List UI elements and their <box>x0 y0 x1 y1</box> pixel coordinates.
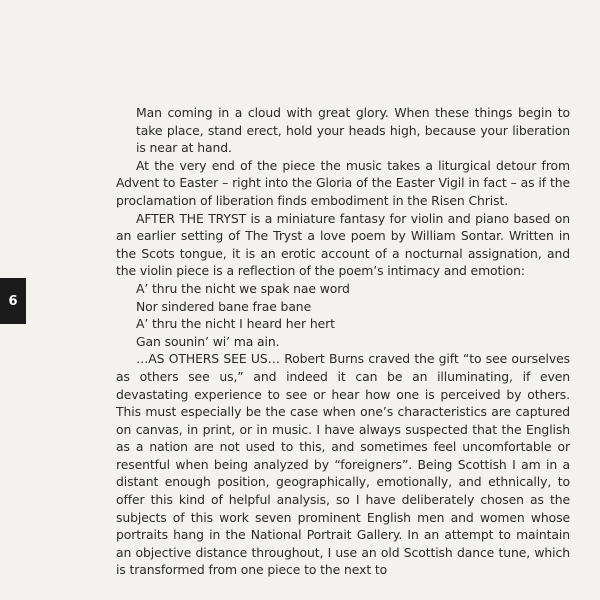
verse-line-2: Nor sindered bane frae bane <box>136 298 312 314</box>
verse-line-3: A’ thru the nicht I heard her hert <box>136 316 335 332</box>
verse-line-1: A’ thru the nicht we spak nae word <box>136 280 350 296</box>
page-number-tab <box>0 278 26 324</box>
poem-verse <box>116 280 570 350</box>
body-text <box>116 104 570 579</box>
paragraph-after-the-tryst: AFTER THE TRYST is a miniature fantasy for violin and piano based on an earlier setting of The Tryst a love poem by William Sontar. Written in the Scots tongue, it is an erotic account of a nocturnal assignation, and the violin piece is a reflection of the poem’s intimacy and emotion: <box>116 210 570 279</box>
quote-paragraph: Man coming in a cloud with great glory. When these things begin to take place, stand erect, hold your heads high, because your liberation is near at hand. <box>136 105 570 156</box>
paragraph-liturgical-detour: At the very end of the piece the music takes a liturgical detour from Advent to Easter – right into the Gloria of the Easter Vigil in fact – as if the proclamation of liberation finds embodiment in the Risen Christ. <box>116 157 570 208</box>
verse-line-4: Gan sounin’ wi’ ma ain. <box>136 333 280 349</box>
page-number: 6 <box>8 293 18 309</box>
paragraph-as-others-see-us: …AS OTHERS SEE US… Robert Burns craved the gift “to see ourselves as others see us,” and indeed it can be an illuminating, if even devastating experience to see or hear how one is perceived by others. This must especially be the case when one’s characteristics are captured on canvas, in print, or in music. I have always suspected that the English as a nation are not used to this, and sometimes feel uncomfortable or resentful when being analyzed by “foreigners”. Being Scottish I am in a distant enough position, geographically, emotionally, and ethnically, to offer this kind of helpful analysis, so I have deliberately chosen as the subjects of this work seven prominent English men and women whose portraits hang in the National Portrait Gallery. In an attempt to maintain an objective distance throughout, I use an old Scottish dance tune, which is transformed from one piece to the next to <box>116 351 570 578</box>
